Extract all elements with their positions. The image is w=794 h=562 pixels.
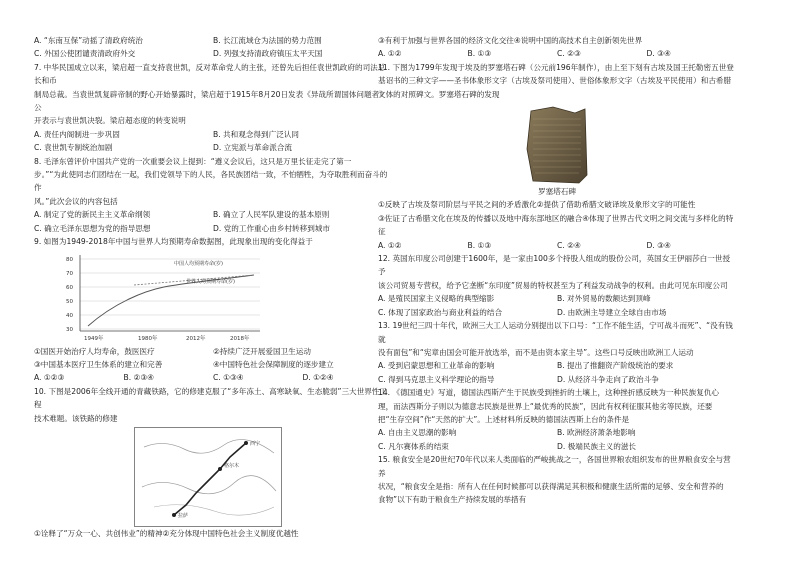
q9-option-c[interactable]: C. ①③④ xyxy=(213,373,244,383)
q10-options xyxy=(378,47,736,60)
q12-option-a[interactable]: A. 是殖民国家主义侵略的典型缩影 xyxy=(378,294,495,304)
q13-option-b[interactable]: B. 提出了推翻资产阶级统治的要求 xyxy=(557,361,674,371)
q13-options-row-2 xyxy=(378,373,736,386)
q10-option-b[interactable]: B. ①③ xyxy=(467,49,492,59)
q6-option-a[interactable]: A. “东南互保”动摇了清政府统治 xyxy=(34,36,143,45)
stone-caption: 罗塞塔石碑 xyxy=(538,187,576,197)
q14-stem-line-3: 把“生存空间”作“天然的扩大”。上述材料所反映的德国法西斯上台的条件是 xyxy=(378,414,630,424)
q12-stem-line-2: 该公司贸易专营权，给予它垄断“东印度”贸易的特权甚至为了利益发动战争的权利。由此可见东印度公司 xyxy=(378,280,728,290)
legend-china: 中国人均预期寿命(岁) xyxy=(174,260,223,267)
y-tick-label: 70 xyxy=(66,270,73,277)
y-tick-label: 80 xyxy=(66,256,73,263)
q7-option-a[interactable]: A. 责任内阁制进一步巩固 xyxy=(34,129,120,139)
q13-stem-line-1: 13. 19世纪三四十年代，欧洲三大工人运动分别提出以下口号：“工作不能生活，宁可战斗而死”、“没有钱就 xyxy=(378,321,733,344)
q13-option-d[interactable]: D. 从经济斗争走向了政治斗争 xyxy=(557,374,659,384)
q7-stem-line-1: 7. 中华民国成立以来，梁启超一直支持袁世凯，反对革命党人的主张，还曾先后担任袁世凯政府的司法总长和币 xyxy=(34,62,386,86)
chart-svg xyxy=(64,251,264,343)
q7-option-b[interactable]: B. 共和观念得到广泛认同 xyxy=(213,129,299,139)
q8-options-row-2 xyxy=(34,222,392,235)
map-label-xining: 西宁 xyxy=(250,440,261,447)
q9-option-d[interactable]: D. ①②④ xyxy=(302,373,334,383)
q14-options-row-2 xyxy=(378,440,736,453)
q11-stem-line-3: 文体的对照碑文。罗塞塔石碑的发现 xyxy=(378,89,500,99)
legend-world: 世界人均预期寿命(岁) xyxy=(186,278,235,285)
q12-options-row-2 xyxy=(378,306,736,319)
q8-option-d[interactable]: D. 党的工作重心由乡村转移到城市 xyxy=(213,223,330,233)
q7-options-row-2 xyxy=(34,141,392,154)
q11-option-a[interactable]: A. ①② xyxy=(378,240,402,250)
q12-stem-line-1: 12. 英国东印度公司创建于1600年，是一家由100多个持股人组成的股份公司，英国女王伊丽莎白一世授予 xyxy=(378,254,731,277)
q8-stem-line-3: 风。”此次会议的内容包括 xyxy=(34,196,118,206)
y-tick-label: 60 xyxy=(66,284,73,291)
q15-stem-line-3: 食物”以下有助于粮食生产持续发展的举措有 xyxy=(378,495,527,505)
q9-option-b[interactable]: B. ②③④ xyxy=(123,373,154,383)
left-column xyxy=(34,34,392,540)
q11-stem-line-2: 基诏书的三种文字——圣书体象形文字（古埃及祭司使用）、世俗体象形文字（古埃及平民使用）和古希腊 xyxy=(378,76,732,86)
q9-item-2: ②持续广泛开展爱国卫生运动 xyxy=(213,346,311,356)
q11-stem-line-1: 11. 下图为1799年发现于埃及的罗塞塔石碑（公元前196年制作），由上至下刻有古埃及国王托勒密五世登 xyxy=(378,62,734,72)
q12-options-row-1 xyxy=(378,292,736,305)
q14-options-row-1 xyxy=(378,426,736,439)
q8-stem-line-2: 步。”“为此使同志们团结在一起，我们党领导下的人民，各民族团结一致，不怕牺牲，为夺取胜利而奋斗的作 xyxy=(34,170,388,193)
q9-item-1: ①国医开始治疗人均寿命，鼓医医疗 xyxy=(34,346,155,356)
q12-option-b[interactable]: B. 对外贸易的数额达到顶峰 xyxy=(557,294,651,304)
q6-option-d[interactable]: D. 列强支持清政府镇压太平天国 xyxy=(213,49,323,59)
q9-item-4: ④中国特色社会保障制度的逐步建立 xyxy=(213,359,334,369)
q8-option-c[interactable]: C. 确立毛泽东思想为党的指导思想 xyxy=(34,223,151,233)
q11-option-c[interactable]: C. ②④ xyxy=(557,240,581,250)
q7-options-row-1 xyxy=(34,128,392,141)
y-tick-label: 40 xyxy=(66,312,73,319)
q9-item-3: ③中国基本医疗卫生体系的建立和完善 xyxy=(34,359,163,369)
station-marker xyxy=(218,467,222,471)
chart-gridlines xyxy=(80,259,260,329)
right-column xyxy=(378,34,736,507)
q10-option-a[interactable]: A. ①② xyxy=(378,49,402,59)
station-marker xyxy=(244,441,248,445)
q13-options-row-1 xyxy=(378,359,736,372)
map-label-golmud: 格尔木 xyxy=(224,462,240,469)
q13-option-c[interactable]: C. 得到马克思主义科学理论的指导 xyxy=(378,374,495,384)
rosetta-stone-image xyxy=(523,105,591,185)
q6-option-c[interactable]: C. 外国公使团谴责清政府外交 xyxy=(34,49,136,59)
life-expectancy-chart xyxy=(64,251,264,343)
q14-option-d[interactable]: D. 极端民族主义的滋长 xyxy=(557,441,637,451)
x-tick-label: 2018年 xyxy=(230,335,250,342)
q11-item-line-1: ①反映了古埃及祭司阶层与平民之间的矛盾激化②提供了借助希腊文破译埃及象形文字的可能性 xyxy=(378,200,696,210)
q12-option-d[interactable]: D. 由欧洲主导建立全球自由市场 xyxy=(557,307,667,317)
station-marker xyxy=(172,513,176,517)
q8-options-row-1 xyxy=(34,208,392,221)
q9-option-a[interactable]: A. ①②③ xyxy=(34,373,65,383)
q6-option-b[interactable]: B. 长江流域仓为法国的势力范围 xyxy=(213,36,322,45)
q14-stem-line-1: 14. 《德国通史》写道，德国法西斯产生于民族受到挫折的土壤上，这种挫折感反映为一种民族复仇心 xyxy=(378,388,720,398)
q11-option-b[interactable]: B. ①③ xyxy=(467,240,492,250)
q9-items-row-1 xyxy=(34,345,392,358)
y-tick-label: 30 xyxy=(66,326,73,333)
q14-option-b[interactable]: B. 欧洲经济萧条地影响 xyxy=(557,428,636,438)
q10-items-cont: ③有利于加强与世界各国的经济文化交往④说明中国的高技术自主创新领先世界 xyxy=(378,36,643,45)
q10-option-d[interactable]: D. ③④ xyxy=(646,49,671,59)
q11-option-d[interactable]: D. ③④ xyxy=(646,240,671,250)
q15-stem-line-1: 15. 粮食安全是20世纪70年代以来人类面临的严峻挑战之一，各国世界粮农组织发布的世界粮食安全与营养 xyxy=(378,455,731,478)
x-tick-label: 1980年 xyxy=(138,335,158,342)
q8-option-a[interactable]: A. 制定了党的新民主主义革命纲领 xyxy=(34,210,151,220)
q9-options xyxy=(34,371,392,384)
q13-stem-line-2: 没有面包”和“宪章由国会可能开放选举，而不是由资本家主导”。这些口号反映出欧洲工人运动 xyxy=(378,347,694,357)
y-tick-label: 50 xyxy=(66,298,73,305)
x-tick-label: 2012年 xyxy=(186,335,206,342)
q14-stem-line-2: 理，而法西斯分子则以为德意志民族是世界上“最优秀的民族”，因此有权利征服其他劣等民族，还要 xyxy=(378,401,713,411)
q11-item-line-2: ③佐证了古希腊文化在埃及的传播以及地中海东部地区的融合④体现了世界古代文明之间交流与多样化的特征 xyxy=(378,213,734,237)
q14-option-c[interactable]: C. 凡尔赛体系的结束 xyxy=(378,441,449,451)
q7-option-c[interactable]: C. 袁世凯专制统治加剧 xyxy=(34,143,113,153)
q6-options-row-1 xyxy=(34,34,392,47)
q9-items-row-2 xyxy=(34,358,392,371)
q8-stem-line-1: 8. 毛泽东曾评价中国共产党的一次重要会议上提到：“遵义会议后，这只是万里长征走完了第一 xyxy=(34,156,352,166)
q10-stem-line-1: 10. 下图是2006年全线开通的青藏铁路，它的修建克服了“多年冻土、高寒缺氧、生态脆弱”三大世界性工程 xyxy=(34,386,388,410)
q11-options xyxy=(378,239,736,252)
q6-options-row-2 xyxy=(34,47,392,60)
q15-stem-line-2: 状况，“粮食安全是指：所有人在任何时候都可以获得满足其积极和健康生活所需的足够、安全和营养的 xyxy=(378,481,724,491)
q10-option-c[interactable]: C. ②③ xyxy=(557,49,581,59)
stone-shape xyxy=(527,107,587,183)
map-label-lhasa: 拉萨 xyxy=(178,512,189,519)
q8-option-b[interactable]: B. 确立了人民军队建设的基本原则 xyxy=(213,210,330,220)
q10-items: ①诠释了“万众一心、共创伟业”的精神②充分体现中国特色社会主义制度优越性 xyxy=(34,528,299,538)
q7-stem-line-2: 制局总裁。当袁世凯复辟帝制的野心开始暴露时，梁启超于1915年8月20日发表《异哉所谓国体问题者》公 xyxy=(34,89,387,113)
x-tick-label: 1949年 xyxy=(84,335,104,342)
map-svg xyxy=(134,427,282,527)
qinghai-tibet-railway-map xyxy=(134,427,282,527)
q7-option-d[interactable]: D. 立宪派与革命派合流 xyxy=(213,143,293,153)
q14-option-a[interactable]: A. 自由主义思潮的影响 xyxy=(378,428,457,438)
q7-stem-line-3: 开表示与袁世凯决裂。梁启超态度的转变说明 xyxy=(34,116,186,126)
q12-option-c[interactable]: C. 体现了国家政治与商业利益的结合 xyxy=(378,307,503,317)
q13-option-a[interactable]: A. 受到启蒙思想和工业革命的影响 xyxy=(378,361,495,371)
q9-stem: 9. 如图为1949-2018年中国与世界人均预期寿命数据图，此现象出现的变化得益于 xyxy=(34,237,313,247)
q10-stem-line-2: 技术难题。该铁路的修建 xyxy=(34,413,118,423)
